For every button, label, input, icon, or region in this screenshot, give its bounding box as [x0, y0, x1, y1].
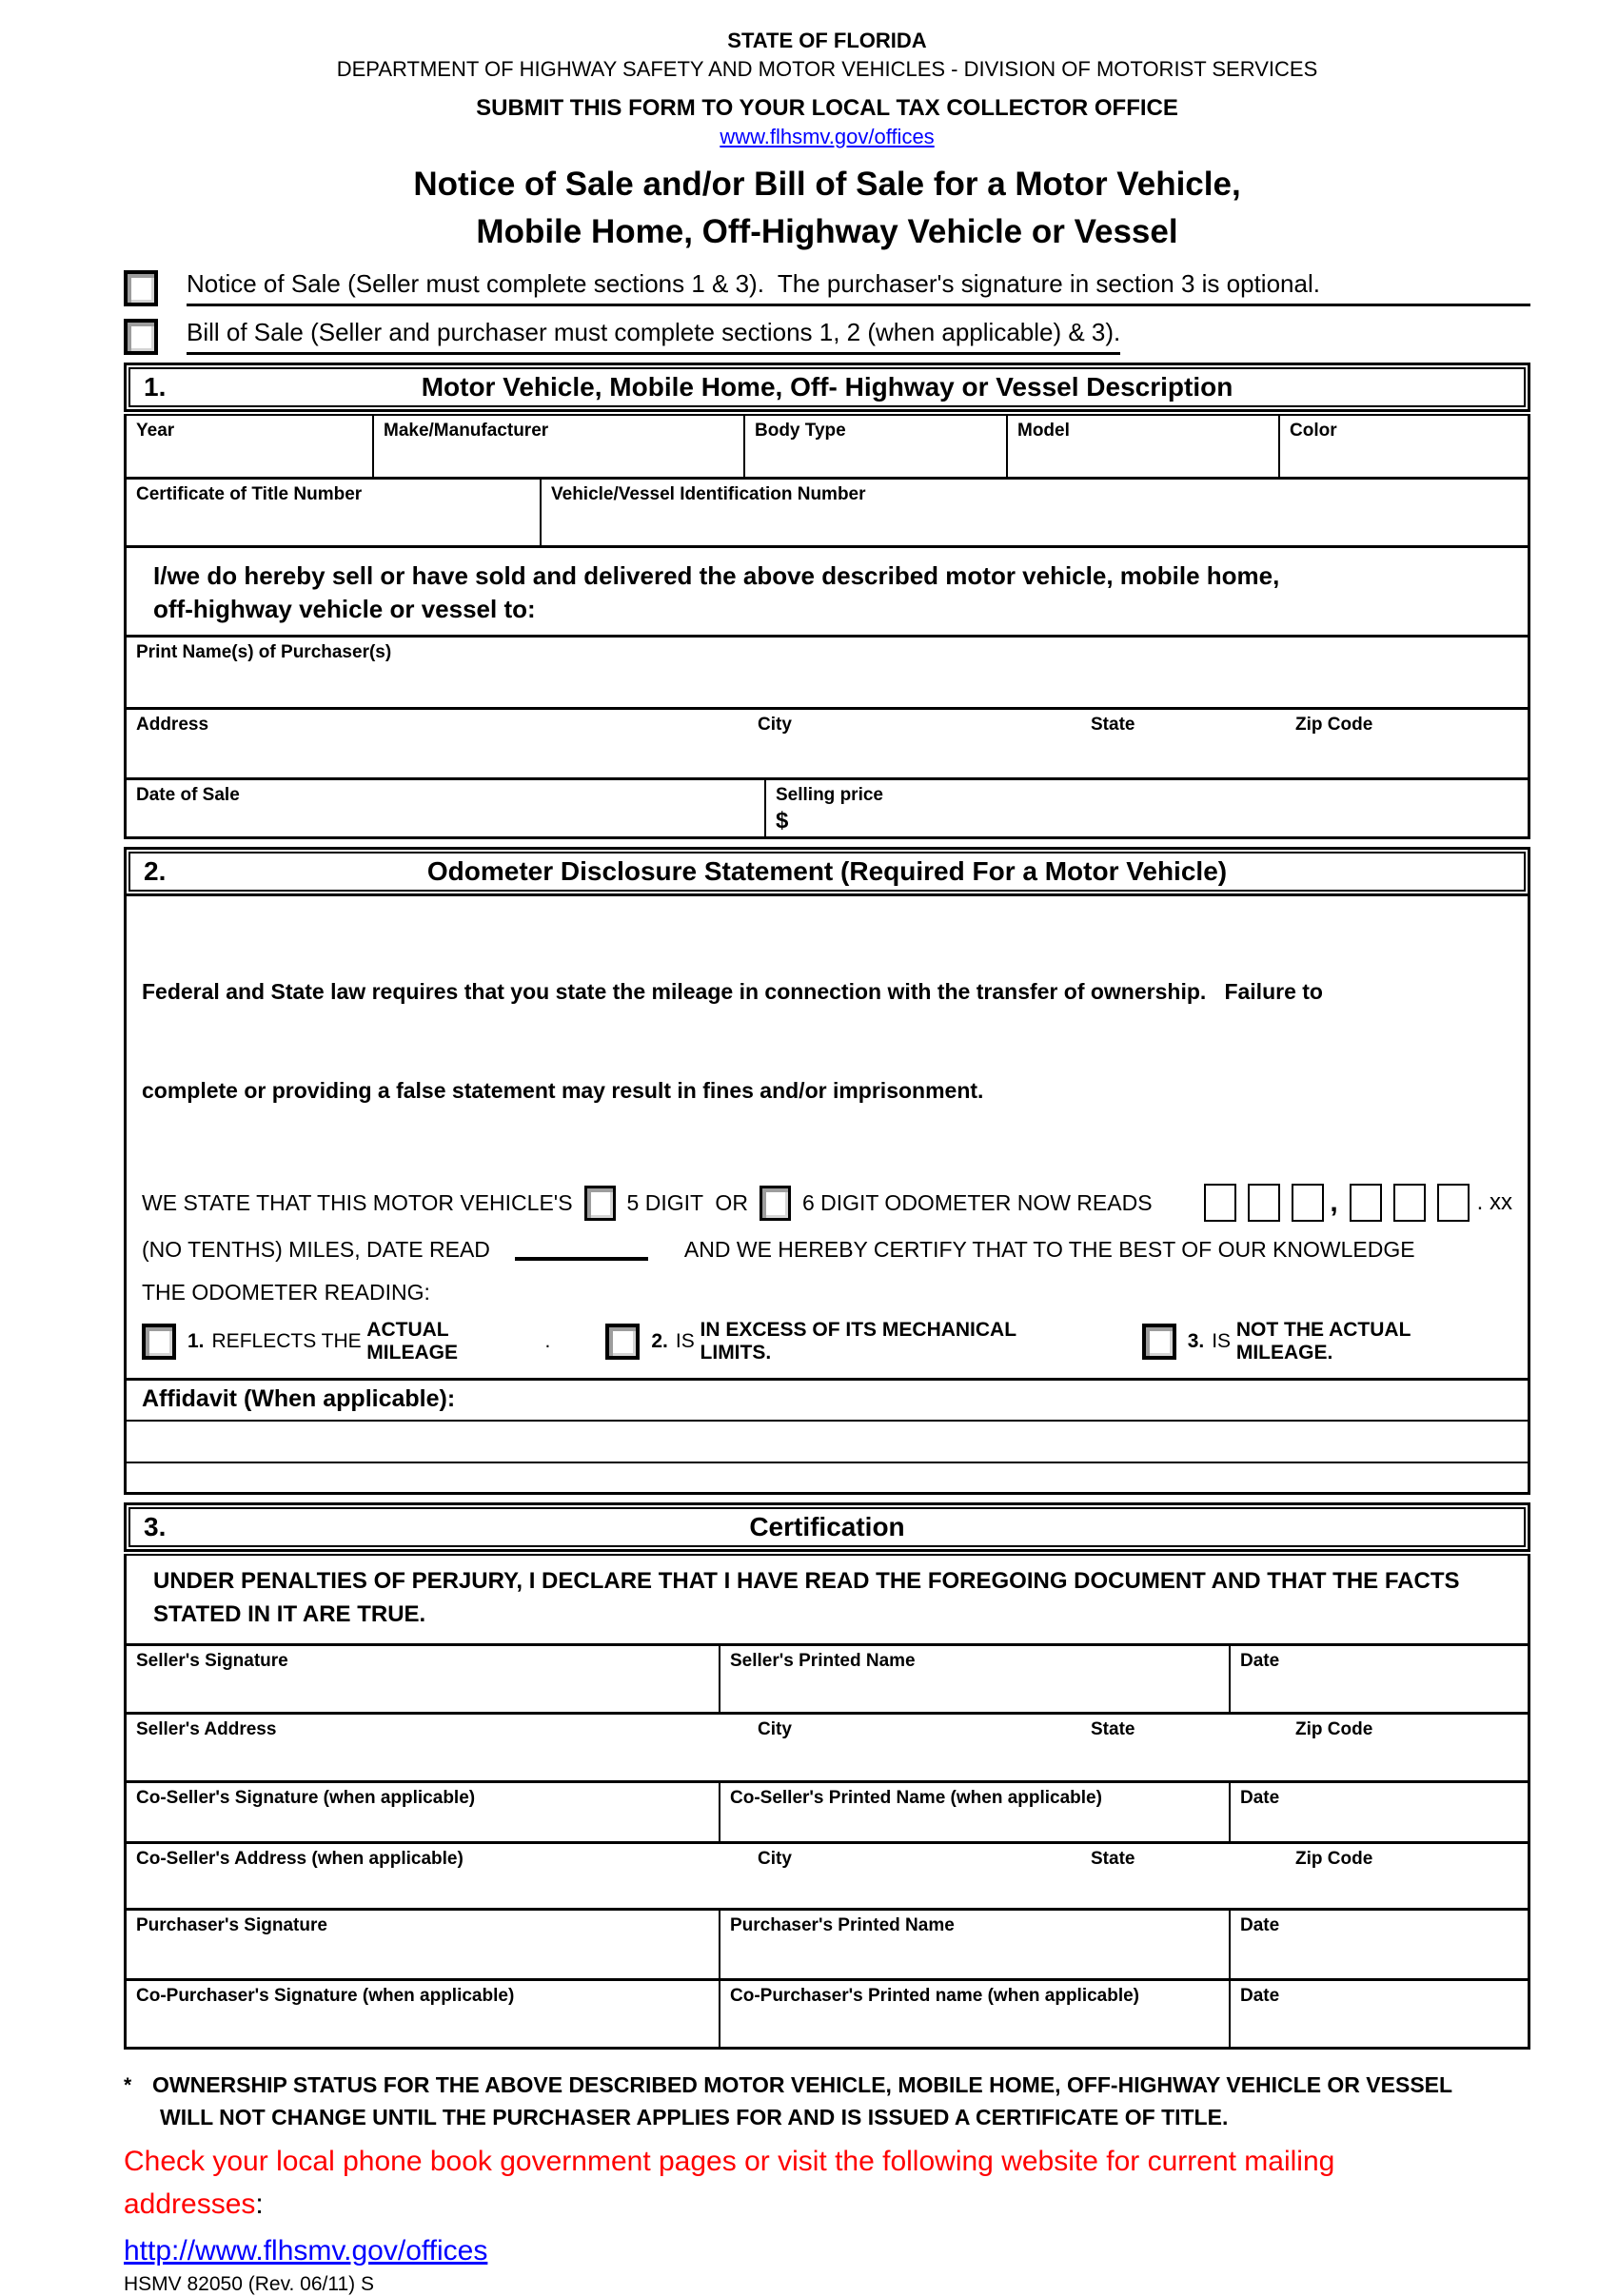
co-purchaser-signature-field[interactable]: [127, 1981, 719, 2047]
co-seller-state-label: State: [1091, 1848, 1135, 1869]
model-field[interactable]: [1006, 416, 1278, 477]
odometer-reading-options: [127, 1319, 1528, 1378]
purchaser-date-label: Date: [1240, 1914, 1280, 1935]
six-digit-checkbox[interactable]: [760, 1186, 791, 1221]
option2-pre: IS: [675, 1330, 700, 1352]
co-purchaser-printed-name-field[interactable]: [719, 1981, 1229, 2047]
mailing-addresses-note: [124, 2140, 1530, 2226]
option3-pre: IS: [1212, 1330, 1236, 1352]
dollar-sign: $: [776, 808, 789, 834]
co-seller-date-field[interactable]: [1229, 1783, 1528, 1841]
perjury-statement: [127, 1556, 1473, 1643]
option1-bold: ACTUAL MILEAGE: [366, 1319, 458, 1364]
notice-of-sale-label: Notice of Sale (Seller must complete sections 1 & 3). The purchaser's signature in section 3 is optional.: [187, 270, 1530, 306]
body-type-label: Body Type: [755, 421, 846, 442]
odometer-decimal-suffix: . xx: [1476, 1189, 1512, 1215]
title-number-field[interactable]: [127, 480, 540, 545]
seller-signature-label: Seller's Signature: [136, 1650, 288, 1671]
co-purchaser-date-label: Date: [1240, 1985, 1280, 2006]
seller-address-label: Seller's Address: [136, 1718, 277, 1739]
ownership-note-line1: OWNERSHIP STATUS FOR THE ABOVE DESCRIBED MOTOR VEHICLE, MOBILE HOME, OFF-HIGHWAY VEHICLE OR VESSEL: [152, 2071, 1453, 2097]
offices-website-link[interactable]: www.flhsmv.gov/offices: [720, 125, 935, 148]
mailing-note-line1: Check your local phone book government pages or visit the following website for current mailing: [124, 2145, 1335, 2177]
color-label: Color: [1290, 421, 1337, 442]
co-seller-signature-label: Co-Seller's Signature (when applicable): [136, 1787, 476, 1808]
color-field[interactable]: [1278, 416, 1528, 477]
purchaser-date-field[interactable]: [1229, 1911, 1528, 1978]
odometer-law-text: [127, 896, 1528, 1172]
option3-number: 3.: [1187, 1330, 1205, 1352]
section3-number: 3.: [144, 1512, 167, 1541]
odometer-option-1: [142, 1319, 550, 1364]
odometer-option-2: [605, 1319, 1092, 1364]
affidavit-blank-row-2[interactable]: [127, 1462, 1528, 1492]
five-digit-or-label: 5 DIGIT OR: [626, 1189, 748, 1215]
co-purchaser-printed-name-label: Co-Purchaser's Printed name (when applicable): [730, 1985, 1140, 2006]
year-field[interactable]: [127, 416, 372, 477]
asterisk: *: [124, 2073, 132, 2096]
notice-of-sale-checkbox[interactable]: [124, 270, 158, 306]
date-of-sale-label: Date of Sale: [136, 785, 240, 805]
co-seller-date-label: Date: [1240, 1787, 1280, 1808]
actual-mileage-checkbox[interactable]: [142, 1324, 176, 1360]
state-heading: STATE OF FLORIDA: [727, 29, 927, 52]
odometer-statement-line: [127, 1184, 1528, 1222]
section2-number: 2.: [144, 856, 167, 886]
selling-price-field[interactable]: [764, 780, 1528, 836]
title-number-label: Certificate of Title Number: [136, 484, 363, 505]
section1-title: Motor Vehicle, Mobile Home, Off- Highway or Vessel Description: [421, 372, 1233, 402]
seller-state-label: State: [1091, 1718, 1135, 1739]
form-content: [124, 29, 1530, 2296]
section3-table: [124, 1554, 1530, 2050]
odometer-digit-boxes: [1193, 1184, 1512, 1222]
body-type-field[interactable]: [743, 416, 1006, 477]
option2-bold: IN EXCESS OF ITS MECHANICAL LIMITS.: [700, 1319, 1022, 1364]
co-seller-signature-field[interactable]: [127, 1783, 719, 1841]
odometer-law-line2: complete or providing a false statement may result in fines and/or imprisonment.: [142, 1077, 984, 1103]
seller-signature-field[interactable]: [127, 1646, 719, 1712]
section2-header-bar: [124, 847, 1530, 896]
purchaser-printed-name-label: Purchaser's Printed Name: [730, 1914, 955, 1935]
date-of-sale-field[interactable]: [127, 780, 764, 836]
seller-address-field[interactable]: [127, 1715, 1528, 1780]
submit-instruction: SUBMIT THIS FORM TO YOUR LOCAL TAX COLLECTOR OFFICE: [476, 95, 1178, 121]
co-seller-city-label: City: [758, 1848, 792, 1869]
option1-post: .: [544, 1330, 551, 1352]
make-field[interactable]: [372, 416, 743, 477]
model-label: Model: [1017, 421, 1070, 442]
form-title: [124, 161, 1530, 255]
odometer-comma: ,: [1330, 1187, 1338, 1218]
seller-date-field[interactable]: [1229, 1646, 1528, 1712]
section2-body: [124, 896, 1530, 1495]
odometer-reading-label-line: [127, 1280, 1528, 1305]
odometer-option-3: [1142, 1319, 1512, 1364]
form-number: HSMV 82050 (Rev. 06/11) S: [124, 2272, 375, 2295]
form-title-line2: Mobile Home, Off-Highway Vehicle or Vessel: [476, 212, 1178, 250]
sell-statement-line2: off-highway vehicle or vessel to:: [153, 594, 536, 623]
seller-printed-name-label: Seller's Printed Name: [730, 1650, 916, 1671]
odometer-digit-box-1[interactable]: [1204, 1184, 1236, 1222]
seller-city-label: City: [758, 1718, 792, 1739]
affidavit-blank-row-1[interactable]: [127, 1420, 1528, 1462]
purchaser-signature-field[interactable]: [127, 1911, 719, 1978]
odometer-digit-box-6[interactable]: [1437, 1184, 1470, 1222]
mailing-note-line2: addresses: [124, 2188, 256, 2220]
ownership-note-line2: WILL NOT CHANGE UNTIL THE PURCHASER APPLIES FOR AND IS ISSUED A CERTIFICATE OF TITLE.: [160, 2105, 1229, 2130]
section1-number: 1.: [144, 372, 167, 402]
state-label: State: [1091, 715, 1135, 735]
flhsmv-offices-link[interactable]: http://www.flhsmv.gov/offices: [124, 2234, 488, 2267]
section3-header-bar: [124, 1502, 1530, 1552]
mailing-note-colon: :: [255, 2188, 264, 2220]
purchaser-names-label: Print Name(s) of Purchaser(s): [136, 642, 392, 662]
not-actual-mileage-checkbox[interactable]: [1142, 1324, 1176, 1360]
year-label: Year: [136, 421, 175, 442]
co-seller-zip-label: Zip Code: [1295, 1848, 1373, 1869]
vin-label: Vehicle/Vessel Identification Number: [551, 484, 866, 505]
bill-of-sale-checkbox[interactable]: [124, 319, 158, 355]
section1-table: [124, 414, 1530, 839]
sell-statement-line1: I/we do hereby sell or have sold and delivered the above described motor vehicle, mobile home,: [153, 561, 1280, 591]
five-digit-checkbox[interactable]: [584, 1186, 616, 1221]
perjury-line1: UNDER PENALTIES OF PERJURY, I DECLARE THAT I HAVE READ THE FOREGOING DOCUMENT AND THAT THE FACTS: [153, 1568, 1460, 1594]
bill-of-sale-option: [124, 319, 1530, 355]
no-tenths-text: (NO TENTHS) MILES, DATE READ: [142, 1237, 490, 1262]
affidavit-heading: Affidavit (When applicable):: [127, 1378, 1528, 1420]
co-seller-address-label: Co-Seller's Address (when applicable): [136, 1848, 464, 1869]
option2-number: 2.: [651, 1330, 668, 1352]
odometer-reading-label: THE ODOMETER READING:: [142, 1280, 430, 1305]
date-read-input-line[interactable]: [515, 1240, 648, 1261]
odometer-digit-box-5[interactable]: [1393, 1184, 1426, 1222]
perjury-line2: STATED IN IT ARE TRUE.: [153, 1600, 426, 1627]
sell-statement: [127, 548, 1289, 635]
section3-title: Certification: [749, 1512, 905, 1541]
make-label: Make/Manufacturer: [384, 421, 549, 442]
co-purchaser-signature-label: Co-Purchaser's Signature (when applicable): [136, 1985, 515, 2006]
purchaser-printed-name-field[interactable]: [719, 1911, 1229, 1978]
seller-printed-name-field[interactable]: [719, 1646, 1229, 1712]
co-seller-printed-name-field[interactable]: [719, 1783, 1229, 1841]
seller-zip-label: Zip Code: [1295, 1718, 1373, 1739]
option3-bold: NOT THE ACTUAL MILEAGE.: [1235, 1319, 1416, 1364]
city-label: City: [758, 715, 792, 735]
option1-pre: REFLECTS THE: [211, 1330, 367, 1352]
bill-of-sale-label: Bill of Sale (Seller and purchaser must complete sections 1, 2 (when applicable) & 3).: [187, 319, 1120, 355]
co-seller-address-field[interactable]: [127, 1844, 1528, 1908]
excess-mechanical-limits-checkbox[interactable]: [605, 1324, 640, 1360]
vin-field[interactable]: [540, 480, 1528, 545]
odometer-law-line1: Federal and State law requires that you state the mileage in connection with the transfer of ownership. Failure to: [142, 979, 1323, 1004]
section2-title: Odometer Disclosure Statement (Required For a Motor Vehicle): [426, 856, 1228, 886]
department-heading: DEPARTMENT OF HIGHWAY SAFETY AND MOTOR VEHICLES - DIVISION OF MOTORIST SERVICES: [336, 57, 1318, 81]
odometer-digit-box-4[interactable]: [1350, 1184, 1382, 1222]
odometer-digit-box-3[interactable]: [1292, 1184, 1324, 1222]
selling-price-label: Selling price: [776, 785, 883, 805]
purchaser-names-field[interactable]: [127, 638, 1528, 707]
we-state-text: WE STATE THAT THIS MOTOR VEHICLE'S: [142, 1189, 573, 1215]
section1-header-bar: [124, 363, 1530, 412]
form-title-line1: Notice of Sale and/or Bill of Sale for a Motor Vehicle,: [413, 166, 1241, 203]
seller-date-label: Date: [1240, 1650, 1280, 1671]
odometer-digit-box-2[interactable]: [1248, 1184, 1280, 1222]
six-digit-label: 6 DIGIT ODOMETER NOW READS: [801, 1189, 1153, 1215]
purchaser-address-field[interactable]: [127, 710, 1528, 777]
form-header: [124, 29, 1530, 255]
option1-number: 1.: [187, 1330, 205, 1352]
co-seller-printed-name-label: Co-Seller's Printed Name (when applicable): [730, 1787, 1102, 1808]
date-read-line: [127, 1237, 1528, 1263]
certify-text: AND WE HEREBY CERTIFY THAT TO THE BEST OF OUR KNOWLEDGE: [683, 1237, 1415, 1262]
purchaser-signature-label: Purchaser's Signature: [136, 1914, 327, 1935]
zip-label: Zip Code: [1295, 715, 1373, 735]
co-purchaser-date-field[interactable]: [1229, 1981, 1528, 2047]
address-label: Address: [136, 715, 209, 735]
notice-of-sale-option: [124, 270, 1530, 306]
ownership-status-note: [124, 2069, 1530, 2134]
